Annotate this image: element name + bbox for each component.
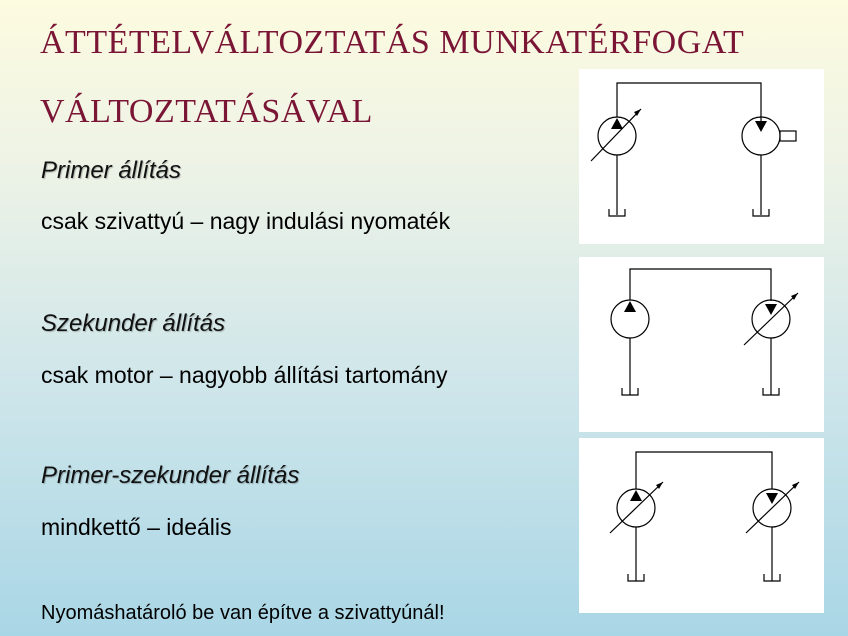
hydraulic-circuit-diagram — [579, 69, 824, 244]
section-heading-primer-szekunder: Primer-szekunder állítás — [41, 462, 300, 489]
section-text-szekunder: csak motor – nagyobb állítási tartomány — [41, 362, 448, 388]
diagram-panel-primer — [579, 69, 824, 244]
section-text-primer: csak szivattyú – nagy indulási nyomaték — [41, 208, 451, 234]
diagram-panel-primer-szekunder — [579, 438, 824, 613]
slide-title-line2: VÁLTOZTATÁSÁVAL — [40, 93, 373, 130]
section-heading-szekunder: Szekunder állítás — [41, 310, 226, 337]
footnote: Nyomáshatároló be van építve a szivattyúnál! — [41, 602, 445, 624]
section-heading-primer: Primer állítás — [41, 157, 182, 184]
section-text-primer-szekunder: mindkettő – ideális — [41, 514, 232, 540]
diagram-panel-szekunder — [579, 257, 824, 432]
slide-title-line1: ÁTTÉTELVÁLTOZTATÁS MUNKATÉRFOGAT — [40, 24, 745, 61]
hydraulic-circuit-diagram — [579, 257, 824, 432]
hydraulic-circuit-diagram — [579, 438, 824, 613]
